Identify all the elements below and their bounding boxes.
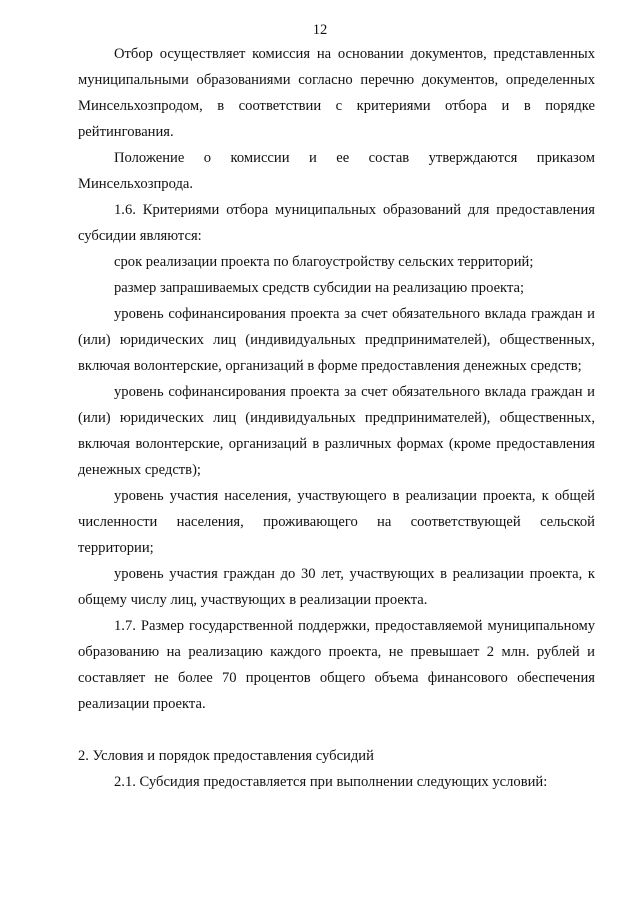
paragraph-criterion-cofinancing-money: уровень софинансирования проекта за счет обязательного вклада граждан и (или) юридических лиц (индивидуальных предпринимателей), общественных, включая волонтерские, организаций в форме предоставления денежных средств;: [78, 306, 595, 374]
paragraph-criteria-intro: 1.6. Критериями отбора муниципальных образований для предоставления субсидии являются:: [78, 202, 595, 244]
paragraph-selection-commission: Отбор осуществляет комиссия на основании документов, представленных муниципальными образованиями согласно перечню документов, определенных Минсельхозпродом, в соответствии с критериями отбора и в порядке рейтингования.: [78, 46, 595, 140]
paragraph-criterion-amount: размер запрашиваемых средств субсидии на реализацию проекта;: [114, 280, 525, 296]
page-number: 12: [312, 22, 328, 38]
paragraph-commission-regulation: Положение о комиссии и ее состав утверждаются приказом Минсельхозпрода.: [78, 150, 595, 192]
section-heading: 2. Условия и порядок предоставления субсидий: [78, 748, 374, 764]
document-body: [78, 41, 595, 795]
paragraph-criterion-cofinancing-other: уровень софинансирования проекта за счет обязательного вклада граждан и (или) юридических лиц (индивидуальных предпринимателей), общественных, включая волонтерские, организаций в различных формах (кроме предоставления денежных средств);: [78, 384, 595, 478]
paragraph-support-size: 1.7. Размер государственной поддержки, предоставляемой муниципальному образованию на реализацию каждого проекта, не превышает 2 млн. рублей и составляет не более 70 процентов общего объема финансового обеспечения реализации проекта.: [78, 618, 595, 712]
paragraph-criterion-term: срок реализации проекта по благоустройству сельских территорий;: [114, 254, 534, 270]
paragraph-conditions-intro: 2.1. Субсидия предоставляется при выполнении следующих условий:: [114, 774, 548, 790]
paragraph-criterion-youth: уровень участия граждан до 30 лет, участвующих в реализации проекта, к общему числу лиц, участвующих в реализации проекта.: [78, 566, 595, 608]
paragraph-criterion-population: уровень участия населения, участвующего в реализации проекта, к общей численности населения, проживающего на соответствующей сельской территории;: [78, 488, 595, 556]
